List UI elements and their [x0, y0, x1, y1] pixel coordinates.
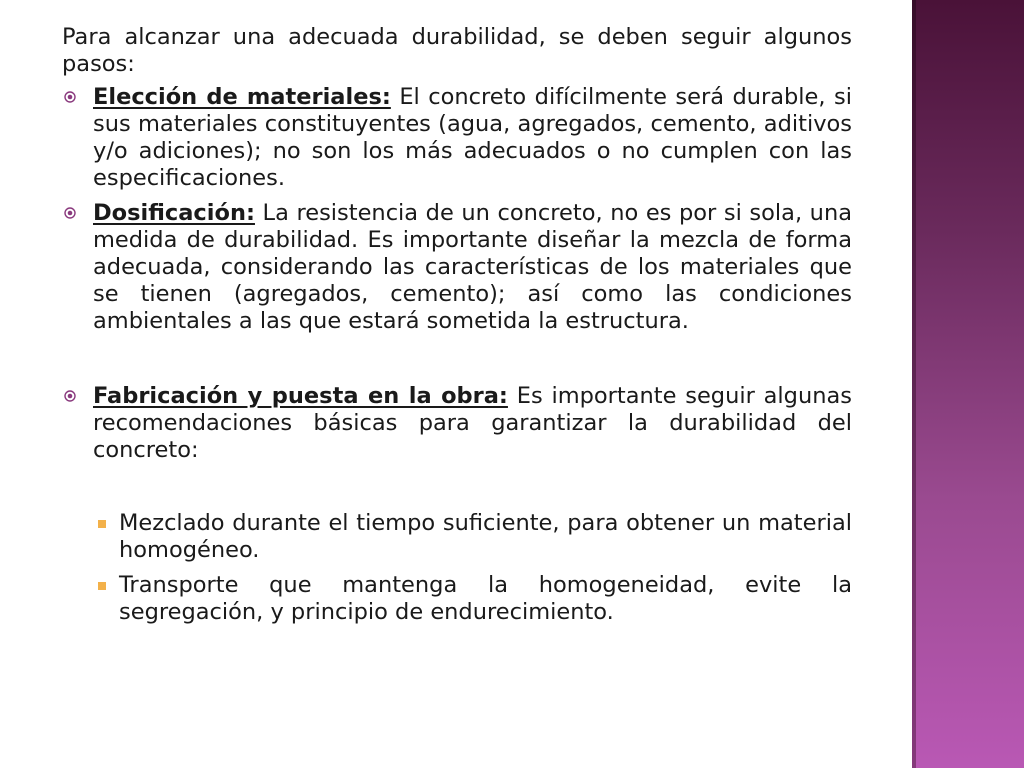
sub-bullet-text: Mezclado durante el tiempo suficiente, para obtener un material homogéneo.	[119, 510, 852, 563]
intro-text: Para alcanzar una adecuada durabilidad, se deben seguir algunos pasos:	[62, 24, 852, 77]
bullet-text: Es importante seguir algunas recomendaciones básicas para garantizar la durabilidad del concreto:	[93, 383, 852, 463]
bullet-term: Dosificación:	[93, 200, 255, 226]
side-band-edge	[912, 0, 916, 768]
bullet-term: Elección de materiales:	[93, 84, 391, 110]
bullet-item-dosification	[62, 200, 852, 335]
sub-bullet-text: Transporte que mantenga la homogeneidad, evite la segregación, y principio de endurecimiento.	[119, 572, 852, 625]
decorative-side-band	[912, 0, 1024, 768]
bullet-text: La resistencia de un concreto, no es por si sola, una medida de durabilidad. Es importante diseñar la mezcla de forma adecuada, considerando las características de los materiales que se tienen (agregados, cemento); así como las condiciones ambientales a las que estará sometida la estructura.	[93, 200, 852, 334]
bullet-term: Fabricación y puesta en la obra:	[93, 383, 508, 409]
sub-bullet-item	[62, 510, 852, 564]
radio-bullet-icon	[64, 390, 76, 402]
bullet-item-fabrication	[62, 383, 852, 464]
square-bullet-icon	[98, 582, 106, 590]
square-bullet-icon	[98, 520, 106, 528]
radio-bullet-icon	[64, 91, 76, 103]
slide-body	[62, 24, 852, 634]
radio-bullet-icon	[64, 207, 76, 219]
spacer	[62, 472, 852, 510]
bullet-text: El concreto difícilmente será durable, si sus materiales constituyentes (agua, agregados, cemento, aditivos y/o adiciones); no son los más adecuados o no cumplen con las especificaciones.	[93, 84, 852, 191]
sub-bullet-item	[62, 572, 852, 626]
spacer	[62, 343, 852, 383]
bullet-item-materials	[62, 84, 852, 192]
